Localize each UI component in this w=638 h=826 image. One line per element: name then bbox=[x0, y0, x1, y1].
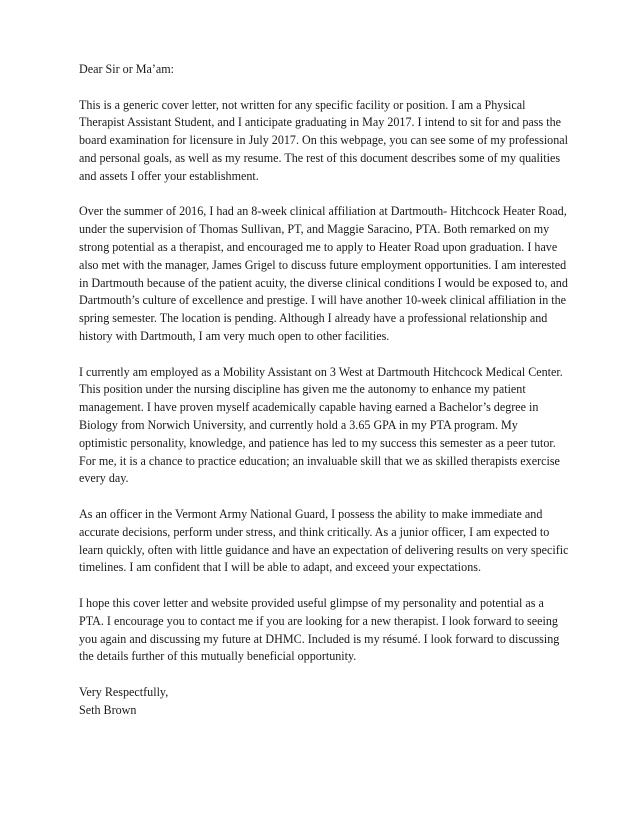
salutation: Dear Sir or Ma’am: bbox=[79, 62, 175, 76]
paragraph-clinical-affiliation: Over the summer of 2016, I had an 8-week clinical affiliation at Dartmouth- Hitchcock Heater Road, under the supervision of Thomas Sullivan, PT, and Maggie Saracino, PTA. Both remarked on my strong potential as a therapist, and encouraged me to apply to Heater Road upon graduation. I have also met with the manager, James Grigel to discuss future employment opportunities. I am interested in Dartmouth because of the patient acuity, the diverse clinical conditions I would be exposed to, and Dartmouth’s culture of excellence and prestige. I will have another 10-week clinical affiliation in the spring semester. The location is pending. Although I already have a professional relationship and history with Dartmouth, I am very much open to other facilities. bbox=[79, 204, 568, 343]
valediction: Very Respectfully, bbox=[79, 684, 169, 699]
paragraph-employment: I currently am employed as a Mobility Assistant on 3 West at Dartmouth Hitchcock Medical Center. This position under the nursing discipline has given me the autonomy to enhance my patient management. I have proven myself academically capable having earned a Bachelor’s degree in Biology from Norwich University, and currently hold a 3.65 GPA in my PTA program. My optimistic personality, knowledge, and patience has led to my success this semester as a peer tutor. For me, it is a chance to practice education; an invaluable skill that we as skilled therapists exercise every day. bbox=[79, 364, 563, 486]
cover-letter bbox=[79, 61, 569, 719]
paragraph-intro: This is a generic cover letter, not written for any specific facility or position. I am a Physical Therapist Assistant Student, and I anticipate graduating in May 2017. I intend to sit for and pass the board examination for licensure in July 2017. On this webpage, you can see some of my professional and personal goals, as well as my resume. The rest of this document describes some of my qualities and assets I offer your establishment. bbox=[79, 97, 569, 183]
signature-name: Seth Brown bbox=[79, 702, 137, 717]
paragraph-military: As an officer in the Vermont Army National Guard, I possess the ability to make immediate and accurate decisions, perform under stress, and think critically. As a junior officer, I am expected to learn quickly, often with little guidance and have an expectation of delivering results on very specific timelines. I am confident that I will be able to adapt, and exceed your expectations. bbox=[79, 506, 569, 575]
paragraph-closing-remarks: I hope this cover letter and website provided useful glimpse of my personality and potential as a PTA. I encourage you to contact me if you are looking for a new therapist. I look forward to seeing you again and discussing my future at DHMC. Included is my résumé. I look forward to discussing the details further of this mutually beneficial opportunity. bbox=[79, 595, 560, 664]
